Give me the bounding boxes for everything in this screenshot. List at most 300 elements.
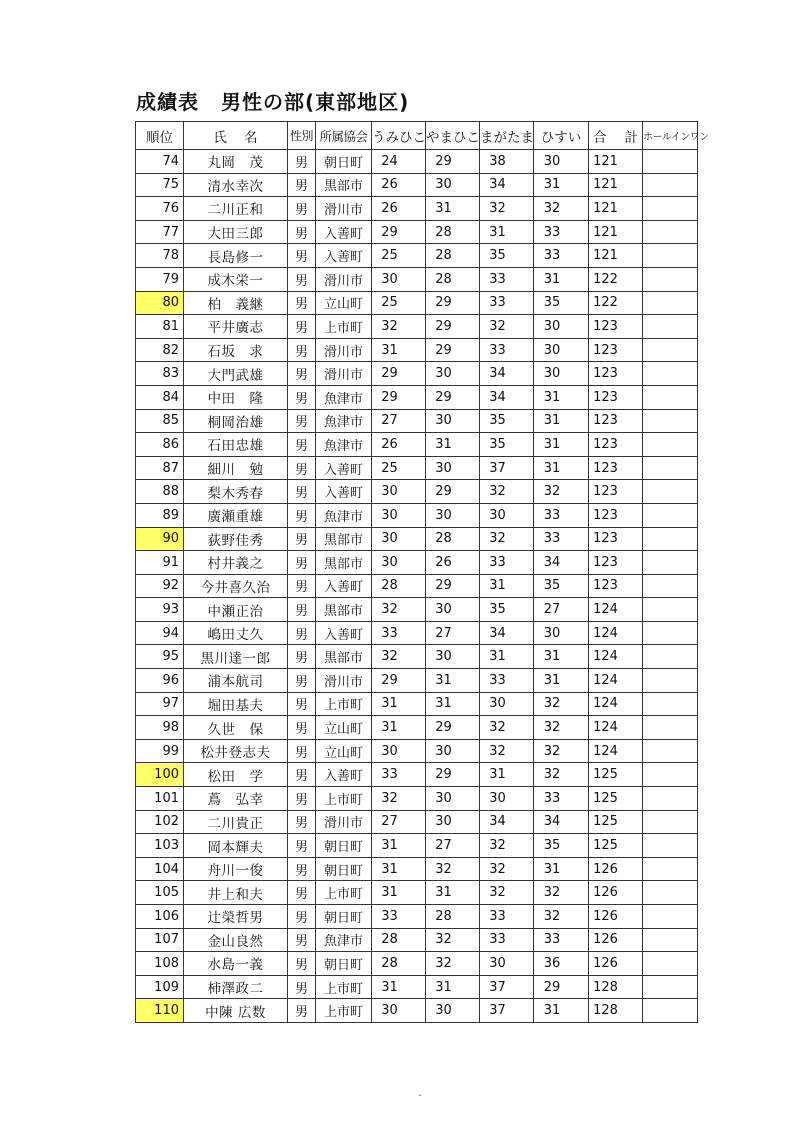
- rank-cell: 92: [136, 574, 184, 598]
- magatama-score: 34: [480, 385, 534, 409]
- name-cell: 久世 保: [184, 716, 288, 740]
- rank-cell: 80: [136, 291, 184, 315]
- name-cell: 柿澤政二: [184, 975, 288, 999]
- name-cell: 中瀬正治: [184, 598, 288, 622]
- yamahiko-score: 29: [426, 385, 480, 409]
- yamahiko-score: 29: [426, 150, 480, 174]
- yamahiko-score: 30: [426, 787, 480, 811]
- gender-cell: 男: [288, 975, 316, 999]
- magatama-score: 30: [480, 952, 534, 976]
- gender-cell: 男: [288, 409, 316, 433]
- results-table: [135, 121, 709, 1023]
- table-row: [136, 999, 698, 1023]
- assoc-cell: 上市町: [316, 975, 372, 999]
- hole-in-one-cell: [643, 173, 698, 197]
- magatama-score: 37: [480, 999, 534, 1023]
- hisui-score: 32: [534, 881, 589, 905]
- assoc-cell: 黒部市: [316, 551, 372, 575]
- magatama-score: 32: [480, 527, 534, 551]
- magatama-score: 35: [480, 409, 534, 433]
- rank-cell: 97: [136, 692, 184, 716]
- gender-cell: 男: [288, 503, 316, 527]
- hole-in-one-cell: [643, 574, 698, 598]
- assoc-cell: 滑川市: [316, 267, 372, 291]
- yamahiko-score: 28: [426, 220, 480, 244]
- umihiko-score: 30: [372, 503, 426, 527]
- yamahiko-score: 29: [426, 716, 480, 740]
- name-cell: 金山良然: [184, 928, 288, 952]
- gender-cell: 男: [288, 834, 316, 858]
- rank-cell: 81: [136, 315, 184, 339]
- hole-in-one-cell: [643, 385, 698, 409]
- gender-cell: 男: [288, 456, 316, 480]
- yamahiko-score: 28: [426, 244, 480, 268]
- rank-cell: 106: [136, 905, 184, 929]
- table-row: [136, 834, 698, 858]
- gender-cell: 男: [288, 385, 316, 409]
- name-cell: 村井義之: [184, 551, 288, 575]
- gender-cell: 男: [288, 220, 316, 244]
- header-hisui: ひすい: [534, 122, 589, 150]
- total-score: 124: [589, 669, 643, 693]
- hole-in-one-cell: [643, 692, 698, 716]
- umihiko-score: 32: [372, 787, 426, 811]
- name-cell: 大門武雄: [184, 362, 288, 386]
- hole-in-one-cell: [643, 197, 698, 221]
- umihiko-score: 30: [372, 999, 426, 1023]
- umihiko-score: 31: [372, 692, 426, 716]
- magatama-score: 32: [480, 857, 534, 881]
- hole-in-one-cell: [643, 503, 698, 527]
- name-cell: 柏 義継: [184, 291, 288, 315]
- hole-in-one-cell: [643, 763, 698, 787]
- name-cell: 中陳 広数: [184, 999, 288, 1023]
- yamahiko-score: 31: [426, 197, 480, 221]
- hisui-score: 34: [534, 551, 589, 575]
- name-cell: 石田忠雄: [184, 433, 288, 457]
- hisui-score: 32: [534, 716, 589, 740]
- hole-in-one-cell: [643, 150, 698, 174]
- total-score: 123: [589, 480, 643, 504]
- hisui-score: 30: [534, 362, 589, 386]
- hole-in-one-cell: [643, 905, 698, 929]
- table-row: [136, 645, 698, 669]
- yamahiko-score: 30: [426, 409, 480, 433]
- magatama-score: 34: [480, 362, 534, 386]
- table-row: [136, 480, 698, 504]
- yamahiko-score: 30: [426, 999, 480, 1023]
- hisui-score: 30: [534, 621, 589, 645]
- table-row: [136, 763, 698, 787]
- umihiko-score: 29: [372, 669, 426, 693]
- gender-cell: 男: [288, 810, 316, 834]
- table-row: [136, 338, 698, 362]
- rank-cell: 74: [136, 150, 184, 174]
- table-row: [136, 787, 698, 811]
- table-row: [136, 881, 698, 905]
- rank-cell: 109: [136, 975, 184, 999]
- table-row: [136, 173, 698, 197]
- hole-in-one-cell: [643, 456, 698, 480]
- table-row: [136, 952, 698, 976]
- table-row: [136, 857, 698, 881]
- gender-cell: 男: [288, 739, 316, 763]
- hole-in-one-cell: [643, 857, 698, 881]
- hole-in-one-cell: [643, 480, 698, 504]
- hisui-score: 33: [534, 244, 589, 268]
- assoc-cell: 入善町: [316, 456, 372, 480]
- hole-in-one-cell: [643, 409, 698, 433]
- total-score: 124: [589, 739, 643, 763]
- hole-in-one-cell: [643, 669, 698, 693]
- total-score: 121: [589, 150, 643, 174]
- gender-cell: 男: [288, 716, 316, 740]
- yamahiko-score: 29: [426, 763, 480, 787]
- rank-cell: 96: [136, 669, 184, 693]
- name-cell: 嶋田丈久: [184, 621, 288, 645]
- table-row: [136, 810, 698, 834]
- umihiko-score: 28: [372, 574, 426, 598]
- name-cell: 井上和夫: [184, 881, 288, 905]
- assoc-cell: 魚津市: [316, 503, 372, 527]
- table-row: [136, 621, 698, 645]
- rank-cell: 75: [136, 173, 184, 197]
- rank-cell: 84: [136, 385, 184, 409]
- magatama-score: 32: [480, 716, 534, 740]
- total-score: 121: [589, 173, 643, 197]
- total-score: 123: [589, 456, 643, 480]
- umihiko-score: 31: [372, 881, 426, 905]
- table-row: [136, 291, 698, 315]
- rank-cell: 89: [136, 503, 184, 527]
- umihiko-score: 31: [372, 338, 426, 362]
- total-score: 124: [589, 598, 643, 622]
- rank-cell: 107: [136, 928, 184, 952]
- umihiko-score: 26: [372, 197, 426, 221]
- magatama-score: 30: [480, 503, 534, 527]
- yamahiko-score: 29: [426, 338, 480, 362]
- table-row: [136, 220, 698, 244]
- name-cell: 桐岡治雄: [184, 409, 288, 433]
- header-yamahiko: やまひこ: [426, 122, 480, 150]
- umihiko-score: 30: [372, 480, 426, 504]
- hisui-score: 33: [534, 527, 589, 551]
- gender-cell: 男: [288, 173, 316, 197]
- yamahiko-score: 31: [426, 433, 480, 457]
- yamahiko-score: 28: [426, 267, 480, 291]
- gender-cell: 男: [288, 763, 316, 787]
- gender-cell: 男: [288, 999, 316, 1023]
- gender-cell: 男: [288, 338, 316, 362]
- hole-in-one-cell: [643, 362, 698, 386]
- rank-cell: 98: [136, 716, 184, 740]
- hisui-score: 36: [534, 952, 589, 976]
- rank-cell: 83: [136, 362, 184, 386]
- name-cell: 中田 隆: [184, 385, 288, 409]
- magatama-score: 35: [480, 598, 534, 622]
- hole-in-one-cell: [643, 315, 698, 339]
- gender-cell: 男: [288, 551, 316, 575]
- hole-in-one-cell: [643, 834, 698, 858]
- yamahiko-score: 30: [426, 645, 480, 669]
- rank-cell: 87: [136, 456, 184, 480]
- name-cell: 浦本航司: [184, 669, 288, 693]
- assoc-cell: 黒部市: [316, 645, 372, 669]
- total-score: 123: [589, 503, 643, 527]
- hisui-score: 31: [534, 645, 589, 669]
- hisui-score: 35: [534, 834, 589, 858]
- gender-cell: 男: [288, 267, 316, 291]
- assoc-cell: 朝日町: [316, 857, 372, 881]
- rank-cell: 105: [136, 881, 184, 905]
- hole-in-one-cell: [643, 881, 698, 905]
- table-row: [136, 315, 698, 339]
- table-row: [136, 433, 698, 457]
- total-score: 123: [589, 574, 643, 598]
- umihiko-score: 26: [372, 173, 426, 197]
- hole-in-one-cell: [643, 952, 698, 976]
- rank-cell: 103: [136, 834, 184, 858]
- table-row: [136, 928, 698, 952]
- rank-cell: 102: [136, 810, 184, 834]
- name-cell: 細川 勉: [184, 456, 288, 480]
- hole-in-one-cell: [643, 598, 698, 622]
- hisui-score: 31: [534, 669, 589, 693]
- header-umihiko: うみひこ: [372, 122, 426, 150]
- name-cell: 二川貴正: [184, 810, 288, 834]
- magatama-score: 32: [480, 197, 534, 221]
- magatama-score: 34: [480, 173, 534, 197]
- umihiko-score: 31: [372, 975, 426, 999]
- hisui-score: 32: [534, 480, 589, 504]
- gender-cell: 男: [288, 315, 316, 339]
- umihiko-score: 28: [372, 952, 426, 976]
- table-row: [136, 267, 698, 291]
- magatama-score: 31: [480, 220, 534, 244]
- yamahiko-score: 30: [426, 810, 480, 834]
- gender-cell: 男: [288, 150, 316, 174]
- hisui-score: 33: [534, 503, 589, 527]
- magatama-score: 32: [480, 315, 534, 339]
- table-row: [136, 385, 698, 409]
- assoc-cell: 入善町: [316, 480, 372, 504]
- page-title: [136, 86, 409, 115]
- hole-in-one-cell: [643, 787, 698, 811]
- table-body: [136, 150, 698, 1023]
- yamahiko-score: 30: [426, 456, 480, 480]
- name-cell: 梨木秀春: [184, 480, 288, 504]
- assoc-cell: 上市町: [316, 999, 372, 1023]
- rank-cell: 94: [136, 621, 184, 645]
- gender-cell: 男: [288, 574, 316, 598]
- hisui-score: 31: [534, 409, 589, 433]
- hole-in-one-cell: [643, 267, 698, 291]
- table-row: [136, 527, 698, 551]
- yamahiko-score: 29: [426, 315, 480, 339]
- umihiko-score: 24: [372, 150, 426, 174]
- umihiko-score: 25: [372, 244, 426, 268]
- table-row: [136, 905, 698, 929]
- assoc-cell: 入善町: [316, 244, 372, 268]
- table-row: [136, 739, 698, 763]
- hisui-score: 31: [534, 173, 589, 197]
- umihiko-score: 31: [372, 834, 426, 858]
- table-row: [136, 362, 698, 386]
- umihiko-score: 33: [372, 905, 426, 929]
- total-score: 125: [589, 763, 643, 787]
- total-score: 123: [589, 433, 643, 457]
- umihiko-score: 28: [372, 928, 426, 952]
- umihiko-score: 30: [372, 739, 426, 763]
- yamahiko-score: 27: [426, 621, 480, 645]
- rank-cell: 100: [136, 763, 184, 787]
- hole-in-one-cell: [643, 244, 698, 268]
- assoc-cell: 魚津市: [316, 928, 372, 952]
- rank-cell: 99: [136, 739, 184, 763]
- table-row: [136, 197, 698, 221]
- total-score: 121: [589, 197, 643, 221]
- umihiko-score: 27: [372, 810, 426, 834]
- magatama-score: 32: [480, 739, 534, 763]
- hisui-score: 35: [534, 574, 589, 598]
- gender-cell: 男: [288, 598, 316, 622]
- name-cell: 蔦 弘幸: [184, 787, 288, 811]
- table-row: [136, 150, 698, 174]
- magatama-score: 30: [480, 787, 534, 811]
- table-row: [136, 409, 698, 433]
- hisui-score: 32: [534, 739, 589, 763]
- hisui-score: 33: [534, 787, 589, 811]
- umihiko-score: 29: [372, 362, 426, 386]
- name-cell: 水島一義: [184, 952, 288, 976]
- magatama-score: 33: [480, 267, 534, 291]
- gender-cell: 男: [288, 952, 316, 976]
- hisui-score: 32: [534, 692, 589, 716]
- yamahiko-score: 26: [426, 551, 480, 575]
- total-score: 122: [589, 291, 643, 315]
- name-cell: 長島修一: [184, 244, 288, 268]
- total-score: 128: [589, 975, 643, 999]
- yamahiko-score: 30: [426, 362, 480, 386]
- name-cell: 堀田基夫: [184, 692, 288, 716]
- hole-in-one-cell: [643, 810, 698, 834]
- yamahiko-score: 30: [426, 598, 480, 622]
- umihiko-score: 32: [372, 315, 426, 339]
- yamahiko-score: 31: [426, 881, 480, 905]
- umihiko-score: 25: [372, 291, 426, 315]
- name-cell: 黒川達一郎: [184, 645, 288, 669]
- magatama-score: 34: [480, 621, 534, 645]
- hisui-score: 31: [534, 385, 589, 409]
- rank-cell: 93: [136, 598, 184, 622]
- title-main: 成績表: [136, 90, 199, 114]
- name-cell: 松井登志夫: [184, 739, 288, 763]
- magatama-score: 32: [480, 834, 534, 858]
- rank-cell: 82: [136, 338, 184, 362]
- total-score: 128: [589, 999, 643, 1023]
- gender-cell: 男: [288, 197, 316, 221]
- assoc-cell: 立山町: [316, 716, 372, 740]
- total-score: 125: [589, 810, 643, 834]
- umihiko-score: 33: [372, 763, 426, 787]
- hisui-score: 33: [534, 220, 589, 244]
- assoc-cell: 入善町: [316, 763, 372, 787]
- gender-cell: 男: [288, 928, 316, 952]
- name-cell: 二川正和: [184, 197, 288, 221]
- hisui-score: 30: [534, 338, 589, 362]
- rank-cell: 95: [136, 645, 184, 669]
- table-row: [136, 551, 698, 575]
- umihiko-score: 30: [372, 267, 426, 291]
- yamahiko-score: 32: [426, 857, 480, 881]
- yamahiko-score: 28: [426, 905, 480, 929]
- hisui-score: 29: [534, 975, 589, 999]
- name-cell: 荻野佳秀: [184, 527, 288, 551]
- magatama-score: 33: [480, 928, 534, 952]
- assoc-cell: 入善町: [316, 220, 372, 244]
- yamahiko-score: 30: [426, 173, 480, 197]
- yamahiko-score: 28: [426, 527, 480, 551]
- assoc-cell: 立山町: [316, 739, 372, 763]
- yamahiko-score: 27: [426, 834, 480, 858]
- hisui-score: 31: [534, 999, 589, 1023]
- header-assoc: 所属協会: [316, 122, 372, 150]
- rank-cell: 77: [136, 220, 184, 244]
- hole-in-one-cell: [643, 220, 698, 244]
- magatama-score: 34: [480, 810, 534, 834]
- hole-in-one-cell: [643, 621, 698, 645]
- name-cell: 廣瀬重雄: [184, 503, 288, 527]
- table-row: [136, 669, 698, 693]
- table-row: [136, 716, 698, 740]
- header-magatama: まがたま: [480, 122, 534, 150]
- total-score: 123: [589, 362, 643, 386]
- total-score: 121: [589, 220, 643, 244]
- total-score: 122: [589, 267, 643, 291]
- magatama-score: 37: [480, 975, 534, 999]
- total-score: 123: [589, 409, 643, 433]
- assoc-cell: 上市町: [316, 881, 372, 905]
- magatama-score: 30: [480, 692, 534, 716]
- table-header-row: [136, 122, 698, 150]
- gender-cell: 男: [288, 905, 316, 929]
- hole-in-one-cell: [643, 645, 698, 669]
- gender-cell: 男: [288, 480, 316, 504]
- hisui-score: 27: [534, 598, 589, 622]
- umihiko-score: 32: [372, 598, 426, 622]
- yamahiko-score: 30: [426, 739, 480, 763]
- gender-cell: 男: [288, 857, 316, 881]
- rank-cell: 85: [136, 409, 184, 433]
- total-score: 124: [589, 621, 643, 645]
- assoc-cell: 朝日町: [316, 834, 372, 858]
- hole-in-one-cell: [643, 527, 698, 551]
- hisui-score: 31: [534, 267, 589, 291]
- assoc-cell: 黒部市: [316, 598, 372, 622]
- hole-in-one-cell: [643, 338, 698, 362]
- rank-cell: 78: [136, 244, 184, 268]
- hisui-score: 30: [534, 150, 589, 174]
- magatama-score: 35: [480, 244, 534, 268]
- total-score: 121: [589, 244, 643, 268]
- total-score: 123: [589, 315, 643, 339]
- magatama-score: 32: [480, 480, 534, 504]
- table-row: [136, 456, 698, 480]
- assoc-cell: 朝日町: [316, 150, 372, 174]
- umihiko-score: 25: [372, 456, 426, 480]
- hole-in-one-cell: [643, 433, 698, 457]
- rank-cell: 101: [136, 787, 184, 811]
